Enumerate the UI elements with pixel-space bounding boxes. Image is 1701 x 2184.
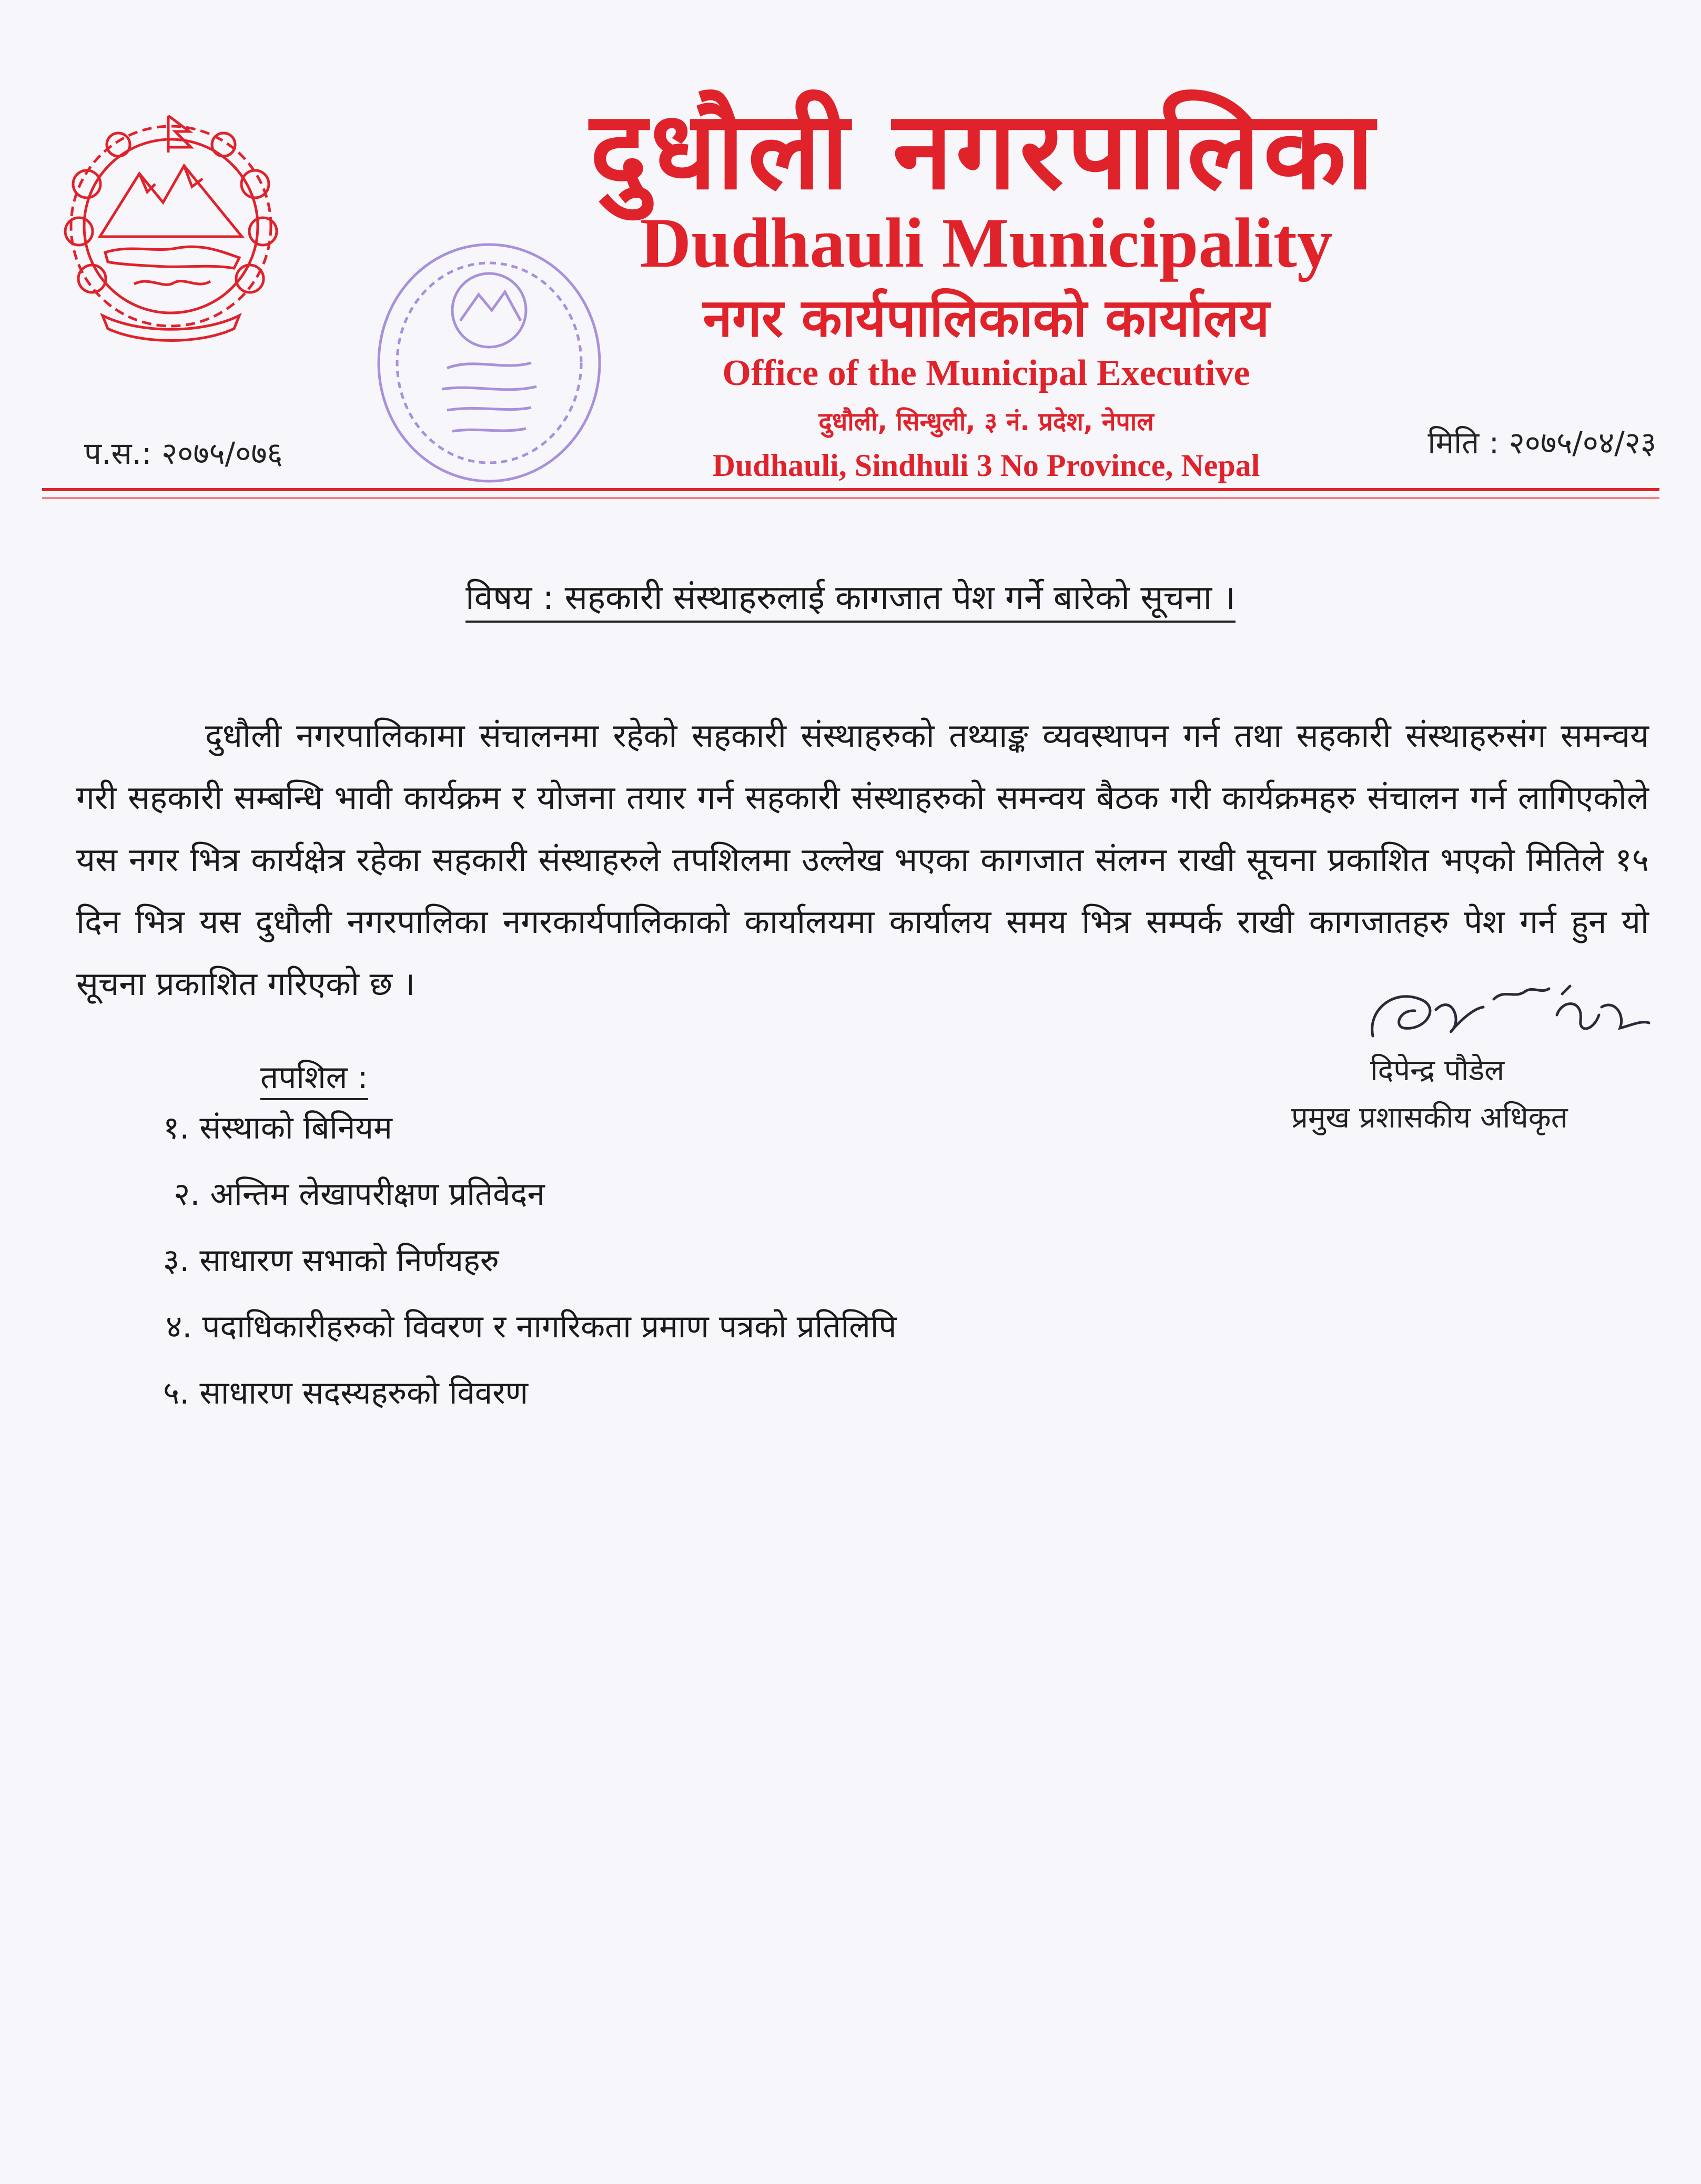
letter-date: मिति : २०७५/०४/२३ [1427,425,1656,461]
document-list [163,1099,896,1430]
office-name-english: Office of the Municipal Executive [722,353,1250,393]
header-rule-thin [42,497,1659,499]
municipality-title-nepali: दुधौली नगरपालिका [590,88,1378,214]
municipal-round-stamp-icon [368,231,610,489]
list-item: २. अन्तिम लेखापरीक्षण प्रतिवेदन [174,1176,545,1213]
reference-number: प.स.: २०७५/०७६ [84,435,283,471]
subject-text: विषय : सहकारी संस्थाहरुलाई कागजात पेश गर्ने बारेको सूचना । [465,578,1236,623]
office-name-nepali: नगर कार्यपालिकाको कार्यालय [703,287,1270,349]
tapashil-heading-text: तपशिल : [260,1059,368,1100]
municipality-title-english: Dudhauli Municipality [640,204,1333,282]
signature [1362,978,1657,1052]
list-item: ३. साधारण सभाको निर्णयहरु [163,1242,499,1279]
signatory-name: दिपेन्द्र पौडेल [1370,1053,1505,1088]
tapashil-heading [260,1054,368,1098]
letter-subject [0,573,1701,619]
list-item: १. संस्थाको बिनियम [163,1110,392,1146]
header-rule-thick [42,488,1659,491]
list-item: ५. साधारण सदस्यहरुको विवरण [163,1375,529,1411]
list-item: ४. पदाधिकारीहरुको विवरण र नागरिकता प्रमाण पत्रको प्रतिलिपि [166,1308,897,1345]
address-english: Dudhauli, Sindhuli 3 No Province, Nepal [712,448,1260,483]
letter-body: दुधौली नगरपालिकामा संचालनमा रहेको सहकारी संस्थाहरुको तथ्याङ्क व्यवस्थापन गर्न तथा सहकारी संस्थाहरुसंग समन्वय गरी सहकारी सम्बन्धि भावी कार्यक्रम र योजना तयार गर्न सहकारी संस्थाहरुको समन्वय बैठक गरी कार्यक्रमहरु संचालन गर्न लागिएकोले यस नगर भित्र कार्यक्षेत्र रहेका सहकारी संस्थाहरुले तपशिलमा उल्लेख भएका कागजात संलग्न राखी सूचना प्रकाशित भएको मितिले १५ दिन भित्र यस दुधौली नगरपालिका नगरकार्यपालिकाको कार्यालयमा कार्यालय समय भित्र सम्पर्क राखी कागजातहरु पेश गर्न हुन यो सूचना प्रकाशित गरिएको छ । [76,716,1649,1003]
address-nepali: दुधौली, सिन्धुली, ३ नं. प्रदेश, नेपाल [818,407,1154,436]
signatory-title: प्रमुख प्रशासकीय अधिकृत [1291,1101,1568,1135]
nepal-coat-of-arms-icon [50,95,292,347]
